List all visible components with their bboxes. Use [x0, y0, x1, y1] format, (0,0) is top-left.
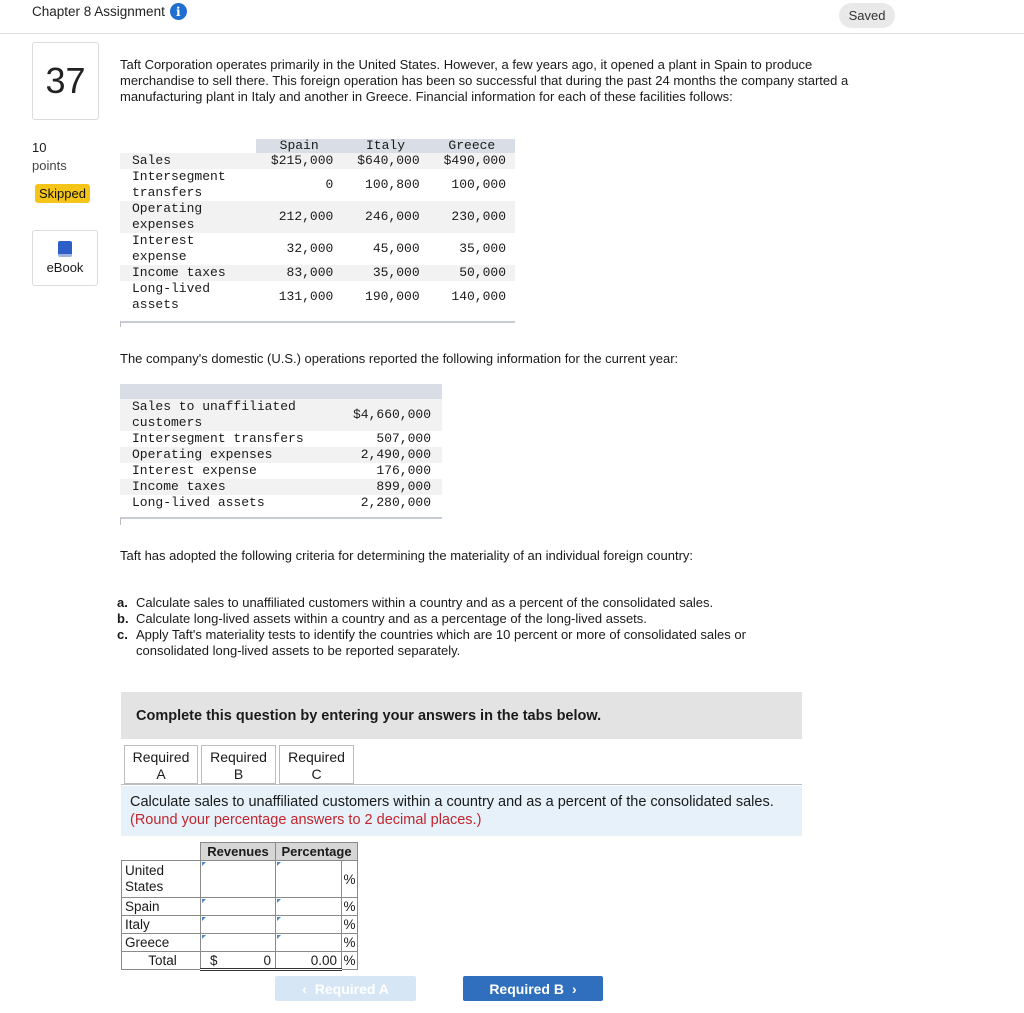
tab-label-line1: Required: [210, 749, 267, 765]
chevron-right-icon: ›: [572, 980, 577, 997]
header-divider: [0, 33, 1024, 34]
input-marker: [277, 862, 281, 866]
item-key: c.: [117, 627, 128, 642]
tab-required-c[interactable]: [279, 745, 354, 784]
list-item: [117, 627, 817, 659]
total-label: Total: [122, 952, 201, 970]
percentage-input-united-states[interactable]: [276, 861, 342, 898]
prev-button-label: Required A: [314, 980, 389, 997]
row-label: Spain: [122, 898, 201, 916]
cell-value: 32,000: [286, 241, 334, 256]
col-header-italy: Italy: [342, 139, 428, 153]
table-row: [120, 463, 442, 479]
revenue-input-spain[interactable]: [201, 898, 276, 916]
percentage-input-spain[interactable]: [276, 898, 342, 916]
input-marker: [202, 917, 206, 921]
tabs-divider: [121, 784, 802, 785]
domestic-operations-table: [120, 399, 442, 511]
item-text: Calculate long-lived assets within a country and as a percentage of the long-lived assets.: [136, 611, 647, 626]
tab-label-line1: Required: [288, 749, 345, 765]
col-header-percentage: Percentage: [276, 843, 358, 861]
prev-required-a-button[interactable]: [275, 976, 416, 1001]
row-label: Sales: [120, 153, 256, 169]
cell-value: 230,000: [429, 201, 515, 233]
table-row: [120, 447, 442, 463]
percent-sign: %: [343, 917, 356, 932]
cell-value: 2,280,000: [360, 495, 431, 510]
item-text: Apply Taft's materiality tests to identify the countries which are 10 percent or more of consolidated sales or consolidated long-lived assets to be reported separately.: [136, 627, 746, 658]
cell-value: 212,000: [256, 201, 342, 233]
tab-required-b[interactable]: [201, 745, 276, 784]
answer-table: [121, 842, 358, 971]
row-label: Long-lived assets: [132, 281, 211, 312]
cell-value: 100,000: [451, 177, 506, 192]
table-row: [120, 153, 515, 169]
cell-value: $215,000: [256, 153, 342, 169]
currency-symbol: $: [210, 953, 218, 968]
row-label: United States: [122, 861, 201, 898]
input-marker: [277, 935, 281, 939]
cell-value: 100,800: [365, 177, 420, 192]
cell-value: 176,000: [376, 463, 431, 478]
table-row: [120, 201, 515, 233]
table-row: [122, 898, 358, 916]
table-corner: [120, 139, 256, 153]
cell-value: $640,000: [342, 153, 428, 169]
cell-value: $490,000: [429, 153, 515, 169]
row-label: Interest expense: [132, 463, 257, 478]
percent-sign: %: [342, 861, 358, 898]
table-row: [120, 169, 515, 201]
table-row-total: [122, 952, 358, 970]
input-marker: [277, 899, 281, 903]
cell-value: 246,000: [342, 201, 428, 233]
domestic-intro: The company's domestic (U.S.) operations reported the following information for the current year:: [120, 351, 679, 366]
table-row: [120, 233, 515, 265]
row-label: Long-lived assets: [132, 495, 265, 510]
cell-value: 2,490,000: [330, 447, 442, 463]
table-footer-rule: [120, 517, 442, 525]
table-row: [122, 861, 358, 898]
row-label: Intersegment transfers: [132, 431, 304, 446]
tab-label-line1: Required: [132, 749, 190, 765]
percent-sign: %: [343, 935, 356, 950]
row-label: Income taxes: [120, 265, 256, 281]
question-intro: Taft Corporation operates primarily in the United States. However, a few years ago, it opened a plant in Spain to produce merchandise to sell there. This foreign operation has been so successful that during the past 24 months the company started a manufacturing plant in Italy and another in Greece. Financial information for each of these facilities follows:: [120, 57, 849, 104]
table-corner: [122, 843, 201, 861]
foreign-operations-table: [120, 139, 515, 313]
saved-status-badge: Saved: [839, 3, 895, 28]
revenue-input-italy[interactable]: [201, 916, 276, 934]
percentage-input-greece[interactable]: [276, 934, 342, 952]
table-row: [120, 399, 442, 431]
cell-value: 0: [325, 177, 334, 192]
skipped-badge: Skipped: [35, 184, 90, 203]
points-value: 10: [32, 140, 47, 155]
input-marker: [202, 899, 206, 903]
cell-value: 35,000: [342, 265, 428, 281]
total-revenue: [201, 952, 276, 970]
input-marker: [202, 862, 206, 866]
input-marker: [202, 935, 206, 939]
instruction-panel: [121, 786, 802, 836]
row-label: Income taxes: [120, 479, 330, 495]
row-label: Sales to unaffiliated customers: [120, 399, 330, 431]
list-item: [117, 611, 817, 627]
item-text: Calculate sales to unaffiliated customers within a country and as a percent of the consolidated sales.: [136, 595, 714, 610]
criteria-text: Taft has adopted the following criteria for determining the materiality of an individual foreign country:: [120, 548, 694, 563]
row-label: Interest expense: [132, 233, 195, 264]
table-row: [122, 934, 358, 952]
col-header-greece: Greece: [429, 139, 515, 153]
input-marker: [277, 917, 281, 921]
row-label: Operating expenses: [120, 201, 256, 233]
total-revenue-value: 0: [263, 952, 271, 968]
tab-label-line2: C: [311, 766, 322, 782]
table-row: [120, 479, 442, 495]
cell-value: 35,000: [459, 241, 506, 256]
question-number: 37: [32, 42, 99, 120]
cell-value: 507,000: [376, 431, 431, 446]
cell-value: 140,000: [451, 289, 506, 304]
next-button-label: Required B: [489, 980, 564, 997]
table-row: [120, 495, 442, 511]
cell-value: 45,000: [372, 241, 420, 256]
percentage-input-italy[interactable]: [276, 916, 342, 934]
points-label: points: [32, 158, 67, 173]
book-icon: [58, 241, 72, 257]
requirements-list: [117, 595, 817, 659]
cell-value: 131,000: [278, 289, 334, 304]
chevron-left-icon: ‹: [302, 980, 307, 997]
row-label: Operating expenses: [120, 447, 330, 463]
item-key: a.: [117, 595, 128, 610]
assignment-title: [32, 3, 187, 20]
table-row: [120, 281, 515, 313]
revenue-input-greece[interactable]: [201, 934, 276, 952]
next-required-b-button[interactable]: [463, 976, 603, 1001]
tab-label-line2: B: [233, 766, 244, 782]
table-row: [122, 916, 358, 934]
assignment-title-text: Chapter 8 Assignment: [32, 4, 165, 19]
cell-value: 83,000: [256, 265, 342, 281]
table-footer-rule: [120, 321, 515, 327]
revenue-input-united-states[interactable]: [201, 861, 276, 898]
cell-value: 50,000: [429, 265, 515, 281]
instruction-text: Calculate sales to unaffiliated customers within a country and as a percent of the consolidated sales.: [130, 794, 774, 810]
info-icon[interactable]: i: [170, 3, 187, 20]
row-label: Greece: [122, 934, 201, 952]
list-item: [117, 595, 817, 611]
percent-sign: %: [343, 899, 356, 914]
rounding-note: (Round your percentage answers to 2 decimal places.): [130, 812, 482, 828]
tab-label-line2: A: [156, 766, 166, 782]
col-header-revenues: Revenues: [201, 843, 276, 861]
row-label: Intersegment transfers: [132, 169, 226, 200]
col-header-spain: Spain: [256, 139, 342, 153]
complete-banner: Complete this question by entering your answers in the tabs below.: [121, 692, 802, 739]
table-row: [120, 431, 442, 447]
ebook-label: eBook: [46, 260, 84, 275]
row-label: Italy: [122, 916, 201, 934]
tab-required-a[interactable]: [124, 745, 198, 784]
cell-value: 190,000: [365, 289, 420, 304]
item-key: b.: [117, 611, 129, 626]
total-percentage: 0.00: [276, 952, 342, 970]
cell-value: 899,000: [330, 479, 442, 495]
percent-sign: %: [343, 953, 356, 968]
cell-value: $4,660,000: [330, 399, 442, 431]
ebook-button[interactable]: [32, 230, 98, 286]
table-row: [120, 265, 515, 281]
